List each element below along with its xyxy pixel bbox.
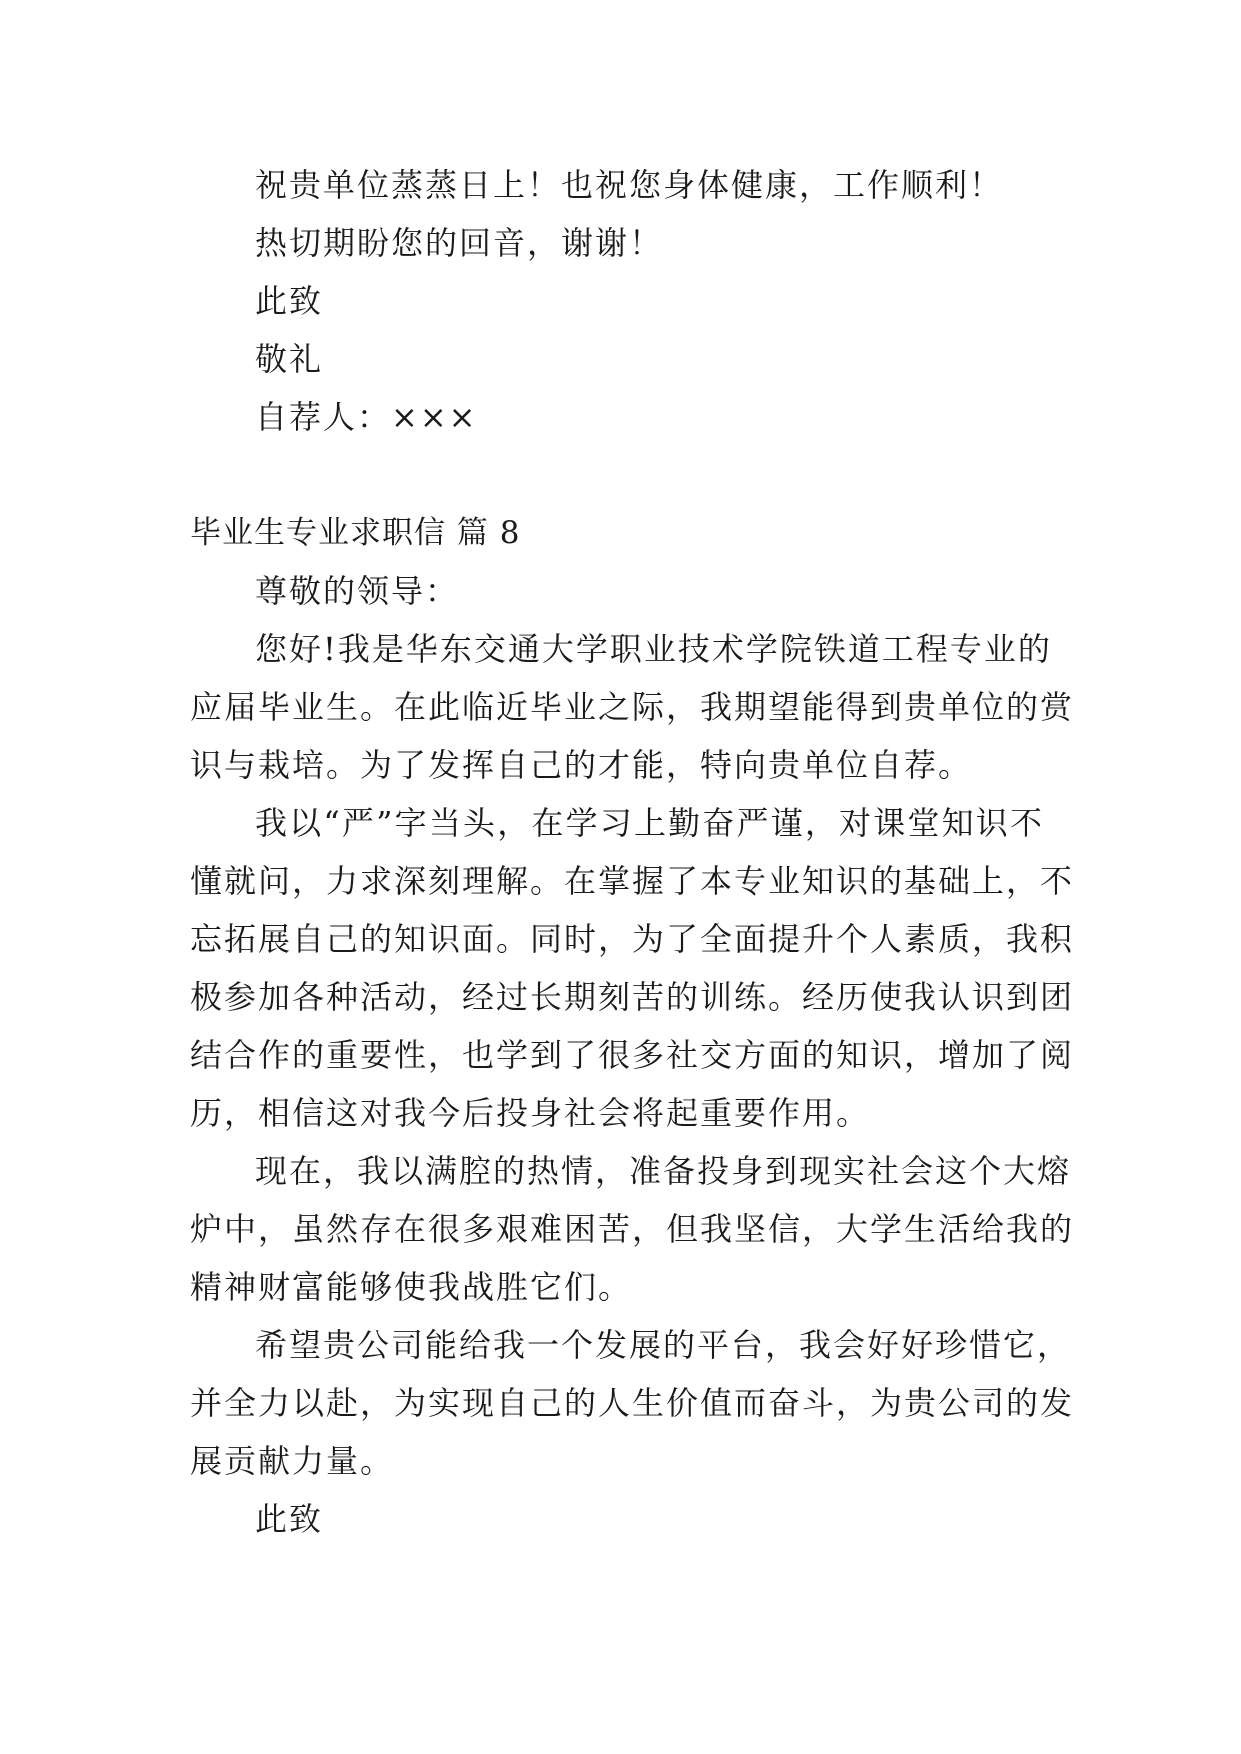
paragraph-line: 展贡献力量。 <box>190 1442 395 1480</box>
closing-zhici: 此致 <box>255 1500 324 1538</box>
paragraph-line: 结合作的重要性，也学到了很多社交方面的知识，增加了阅 <box>190 1036 1075 1074</box>
paragraph-line: 炉中，虽然存在很多艰难困苦，但我坚信，大学生活给我的 <box>190 1210 1075 1248</box>
paragraph-line: 忘拓展自己的知识面。同时，为了全面提升个人素质，我积 <box>190 920 1075 958</box>
paragraph-line: 并全力以赴，为实现自己的人生价值而奋斗，为贵公司的发 <box>190 1384 1075 1422</box>
paragraph-line: 识与栽培。为了发挥自己的才能，特向贵单位自荐。 <box>190 746 973 784</box>
salutation: 尊敬的领导： <box>255 572 460 610</box>
paragraph-line: 希望贵公司能给我一个发展的平台，我会好好珍惜它， <box>255 1326 1072 1364</box>
section-heading: 毕业生专业求职信 篇 8 <box>190 515 521 551</box>
paragraph-line: 您好!我是华东交通大学职业技术学院铁道工程专业的 <box>255 630 1052 668</box>
paragraph-line: 现在，我以满腔的热情，准备投身到现实社会这个大熔 <box>255 1152 1072 1190</box>
closing-wish: 祝贵单位蒸蒸日上！也祝您身体健康，工作顺利！ <box>255 166 1004 204</box>
closing-await-reply: 热切期盼您的回音，谢谢！ <box>255 224 664 262</box>
paragraph-line: 应届毕业生。在此临近毕业之际，我期望能得到贵单位的赏 <box>190 688 1075 726</box>
paragraph-line: 我以“严”字当头，在学习上勤奋严谨，对课堂知识不 <box>255 804 1044 842</box>
paragraph-line: 历，相信这对我今后投身社会将起重要作用。 <box>190 1094 871 1132</box>
paragraph-line: 精神财富能够使我战胜它们。 <box>190 1268 633 1306</box>
closing-signature: 自荐人：××× <box>255 398 478 436</box>
paragraph-line: 懂就问，力求深刻理解。在掌握了本专业知识的基础上，不 <box>190 862 1075 900</box>
closing-zhici: 此致 <box>255 282 324 320</box>
paragraph-line: 极参加各种活动，经过长期刻苦的训练。经历使我认识到团 <box>190 978 1075 1016</box>
closing-jingli: 敬礼 <box>255 340 324 378</box>
